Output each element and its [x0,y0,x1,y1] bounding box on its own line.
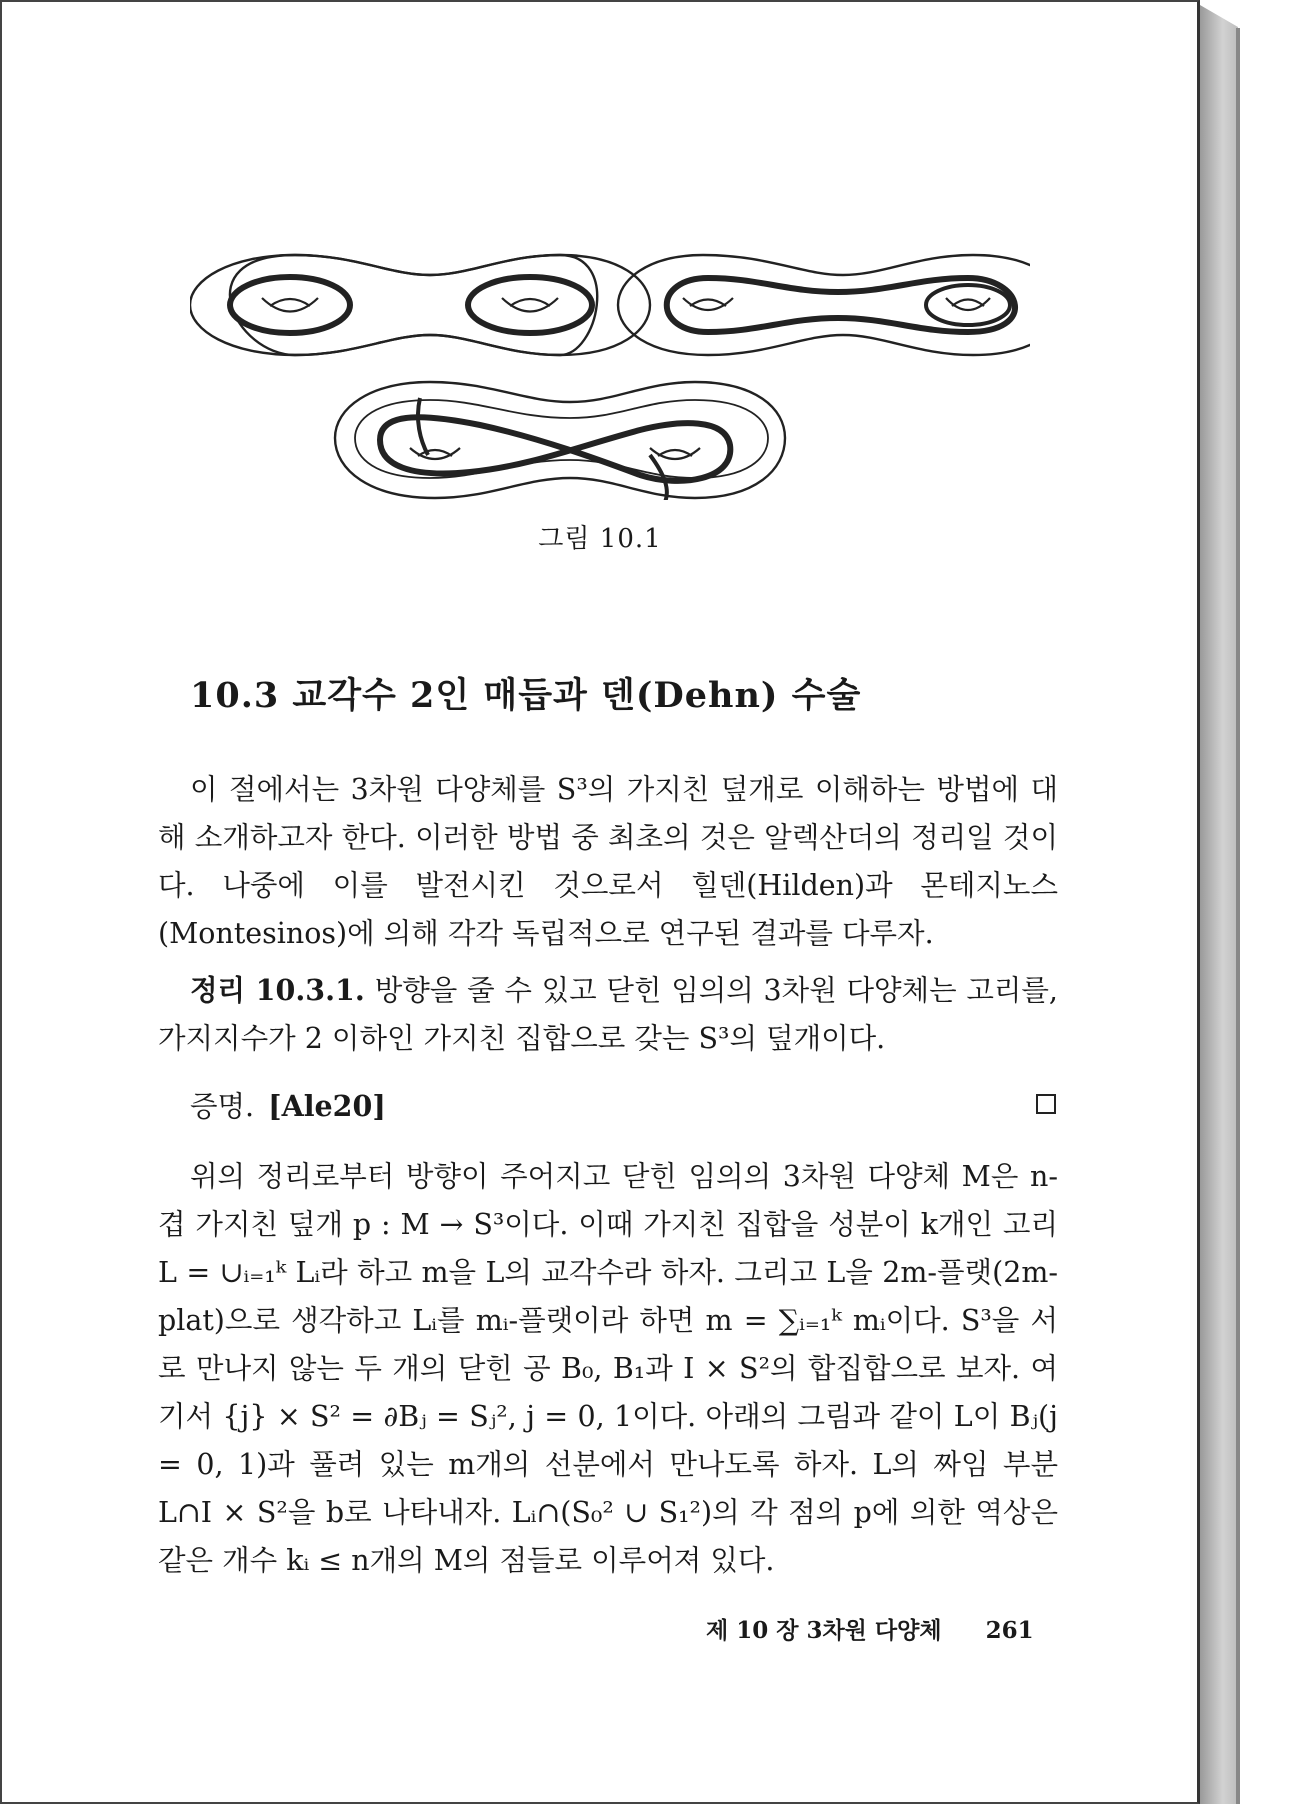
section-title: 10.3 교각수 2인 매듭과 덴(Dehn) 수술 [190,675,862,716]
proof-line [190,1082,386,1131]
figure-caption: 그림 10.1 [538,524,662,554]
qed-box-icon [1036,1094,1056,1114]
surface-1 [190,255,650,355]
surface-2 [618,255,1030,355]
theorem-label: 정리 10.3.1. [190,973,365,1007]
theorem-text: 방향을 줄 수 있고 닫힌 임의의 3차원 다양체는 고리를, 가지지수가 2 이하인 가지친 집합으로 갖는 S³의 덮개이다. [158,974,1058,1055]
proof-reference: [Ale20] [268,1089,386,1123]
paragraph-main: 위의 정리로부터 방향이 주어지고 닫힌 임의의 3차원 다양체 M은 n-겹 가지친 덮개 p : M → S³이다. 이때 가지친 집합을 성분이 k개인 고리 L = ∪ᵢ₌₁ᵏ Lᵢ라 하고 m을 L의 교각수라 하자. 그리고 L을 2m-플랫(2m-plat)으로 생각하고 Lᵢ를 mᵢ-플랫이라 하면 m = ∑ᵢ₌₁ᵏ mᵢ이다. S³을 서로 만나지 않는 두 개의 닫힌 공 B₀, B₁과 I × S²의 합집합으로 보자. 여기서 {j} × S² = ∂Bⱼ = Sⱼ², j = 0, 1이다. 아래의 그림과 같이 L이 Bⱼ(j = 0, 1)과 풀려 있는 m개의 선분에서 만나도록 하자. L의 짜임 부분 L∩I × S²을 b로 나타내자. Lᵢ∩(S₀² ∪ S₁²)의 각 점의 p에 의한 역상은 같은 개수 kᵢ ≤ n개의 M의 점들로 이루어져 있다. [158,1160,1058,1577]
footer-chapter: 제 10 장 3차원 다양체 [706,1617,942,1644]
page-edge-line [1236,28,1240,1804]
footer-page-number: 261 [985,1617,1034,1644]
theorem-block [158,966,1058,1063]
proof-label: 증명. [190,1090,255,1123]
figure-genus-two-surfaces [190,230,1030,500]
page-edge-shadow [1200,5,1238,1804]
paragraph-intro: 이 절에서는 3차원 다양체를 S³의 가지친 덮개로 이해하는 방법에 대해 소개하고자 한다. 이러한 방법 중 최초의 것은 알렉산더의 정리일 것이다. 나중에 이를 발전시킨 것으로서 힐덴(Hilden)과 몬테지노스(Montesinos)에 의해 각각 독립적으로 연구된 결과를 다루자. [158,773,1058,950]
page-footer [706,1612,1034,1645]
surface-3 [335,382,785,500]
